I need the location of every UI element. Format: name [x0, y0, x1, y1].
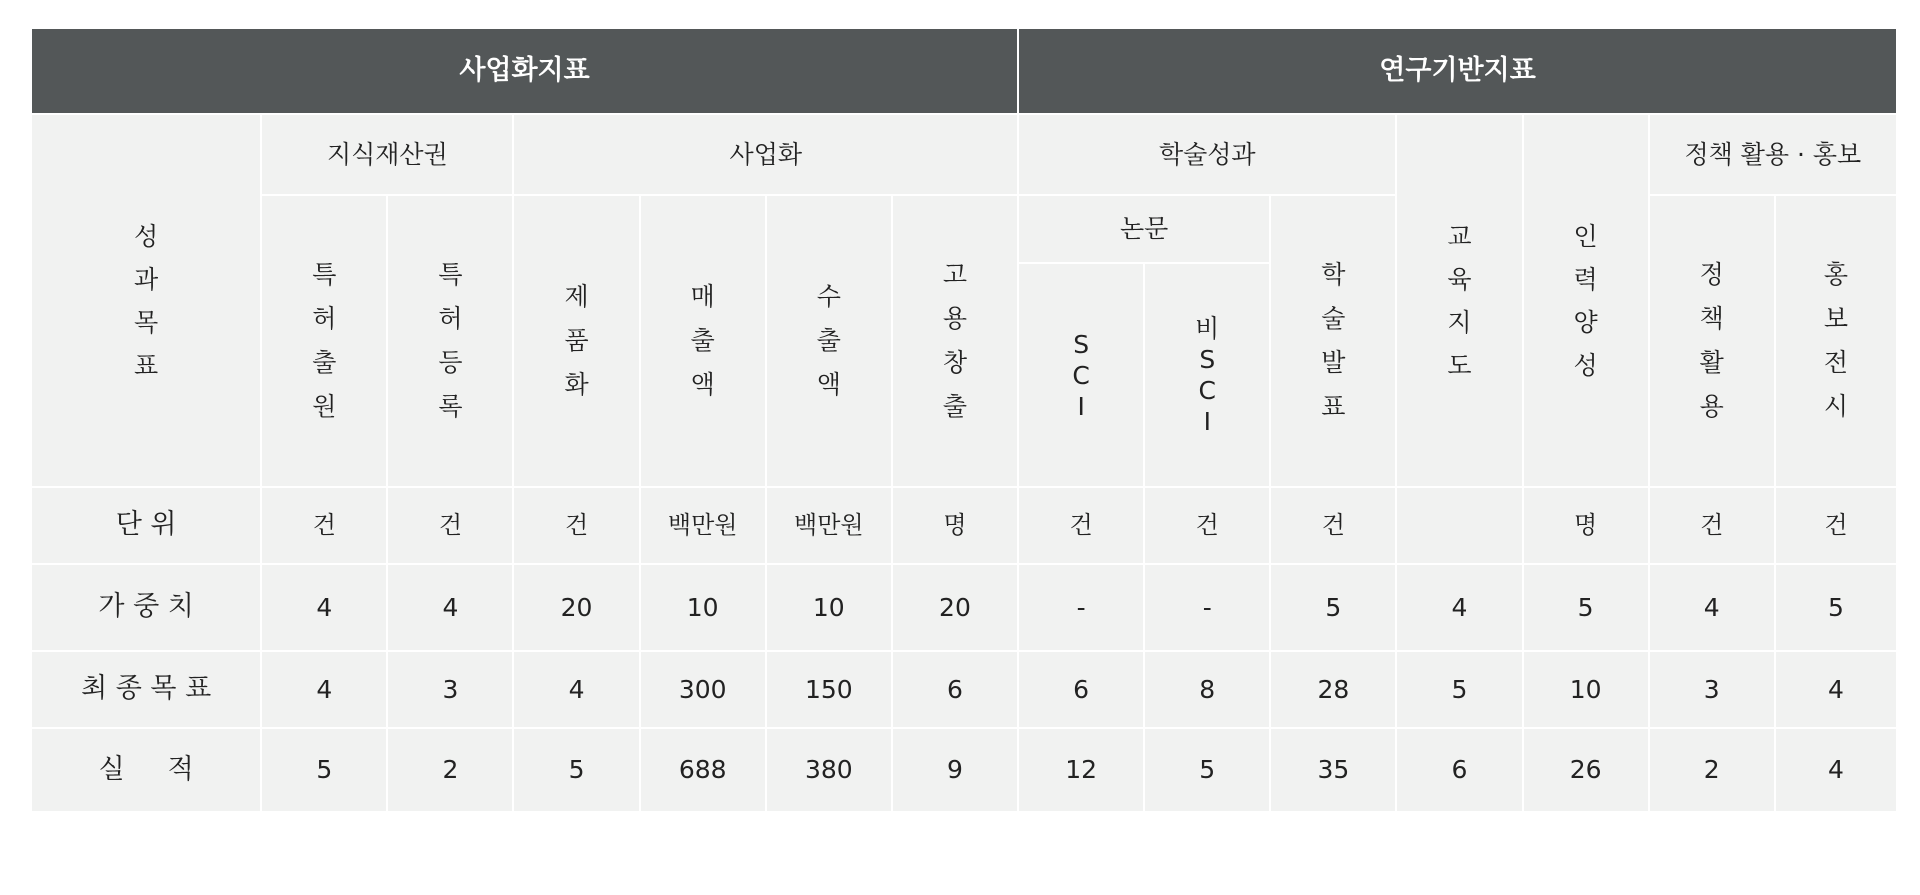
pr-exhibit-label: 홍 보 전 시	[1823, 260, 1848, 421]
presentation-label: 학 술 발 표	[1321, 260, 1346, 421]
target-cell: 28	[1270, 651, 1396, 728]
achievement-cell: 26	[1523, 728, 1649, 812]
target-cell: 6	[1018, 651, 1144, 728]
achievement-cell: 2	[1649, 728, 1775, 812]
target-cell: 150	[766, 651, 892, 728]
weight-cell: 10	[640, 564, 766, 651]
weight-cell: 5	[1523, 564, 1649, 651]
section-research-header: 연구기반지표	[1018, 28, 1897, 114]
row-label-weight: 가 중 치	[31, 564, 261, 651]
row-label-achievement: 실 적	[31, 728, 261, 812]
group-ip-header: 지식재산권	[261, 114, 513, 195]
goal-header	[31, 114, 261, 487]
non-sci-header	[1144, 263, 1270, 487]
target-cell: 300	[640, 651, 766, 728]
group-commercialization-header: 사업화	[513, 114, 1018, 195]
education-header-label: 교 육 지 도	[1447, 221, 1472, 380]
patent-apply-label: 특 허 출 원	[312, 260, 337, 421]
group-academic-header: 학술성과	[1018, 114, 1396, 195]
achievement-cell: 5	[513, 728, 639, 812]
achievement-cell: 688	[640, 728, 766, 812]
section-commercial-header: 사업화지표	[31, 28, 1018, 114]
unit-cell: 백만원	[640, 487, 766, 564]
weight-cell: 4	[1649, 564, 1775, 651]
weight-cell: 4	[387, 564, 513, 651]
target-cell: 10	[1523, 651, 1649, 728]
sci-label: S C I	[1072, 329, 1090, 421]
achievement-cell: 12	[1018, 728, 1144, 812]
sci-header	[1018, 263, 1144, 487]
unit-cell: 건	[1270, 487, 1396, 564]
achievement-cell: 4	[1775, 728, 1897, 812]
education-header	[1396, 114, 1522, 487]
weight-cell: 4	[1396, 564, 1522, 651]
unit-cell: 명	[892, 487, 1018, 564]
weight-cell: 20	[892, 564, 1018, 651]
target-cell: 4	[261, 651, 387, 728]
achievement-cell: 35	[1270, 728, 1396, 812]
patent-reg-header	[387, 195, 513, 487]
row-label-final-target: 최 종 목 표	[31, 651, 261, 728]
achievement-cell: 5	[1144, 728, 1270, 812]
target-cell: 8	[1144, 651, 1270, 728]
employment-header	[892, 195, 1018, 487]
unit-cell: 건	[513, 487, 639, 564]
unit-cell: 명	[1523, 487, 1649, 564]
sales-label: 매 출 액	[690, 282, 715, 399]
group-policy-pr-header: 정책 활용 · 홍보	[1649, 114, 1897, 195]
achievement-cell: 5	[261, 728, 387, 812]
weight-cell: 20	[513, 564, 639, 651]
achievement-cell: 6	[1396, 728, 1522, 812]
target-cell: 6	[892, 651, 1018, 728]
goal-header-label: 성 과 목 표	[134, 221, 159, 380]
patent-apply-header	[261, 195, 387, 487]
weight-cell: 10	[766, 564, 892, 651]
manpower-header	[1523, 114, 1649, 487]
unit-cell: 백만원	[766, 487, 892, 564]
achievement-cell: 380	[766, 728, 892, 812]
row-label-unit: 단 위	[31, 487, 261, 564]
weight-cell: 5	[1775, 564, 1897, 651]
performance-indicator-table	[30, 27, 1898, 813]
achievement-cell: 9	[892, 728, 1018, 812]
unit-cell: 건	[261, 487, 387, 564]
policy-use-label: 정 책 활 용	[1699, 260, 1724, 421]
product-label: 제 품 화	[564, 282, 589, 399]
target-cell: 3	[387, 651, 513, 728]
target-cell: 3	[1649, 651, 1775, 728]
pr-exhibit-header	[1775, 195, 1897, 487]
achievement-cell: 2	[387, 728, 513, 812]
target-cell: 4	[513, 651, 639, 728]
weight-cell: 5	[1270, 564, 1396, 651]
product-header	[513, 195, 639, 487]
export-label: 수 출 액	[816, 282, 841, 399]
weight-cell: -	[1144, 564, 1270, 651]
weight-cell: 4	[261, 564, 387, 651]
unit-cell: 건	[387, 487, 513, 564]
export-header	[766, 195, 892, 487]
presentation-header	[1270, 195, 1396, 487]
unit-cell: 건	[1018, 487, 1144, 564]
unit-cell	[1396, 487, 1522, 564]
employment-label: 고 용 창 출	[942, 260, 968, 421]
patent-reg-label: 특 허 등 록	[438, 260, 463, 421]
sales-header	[640, 195, 766, 487]
weight-cell: -	[1018, 564, 1144, 651]
policy-use-header	[1649, 195, 1775, 487]
manpower-header-label: 인 력 양 성	[1573, 221, 1598, 380]
target-cell: 4	[1775, 651, 1897, 728]
target-cell: 5	[1396, 651, 1522, 728]
unit-cell: 건	[1775, 487, 1897, 564]
indicator-table	[30, 27, 1898, 813]
non-sci-label: 비 S C I	[1195, 314, 1220, 436]
group-paper-header: 논문	[1018, 195, 1270, 263]
unit-cell: 건	[1649, 487, 1775, 564]
unit-cell: 건	[1144, 487, 1270, 564]
